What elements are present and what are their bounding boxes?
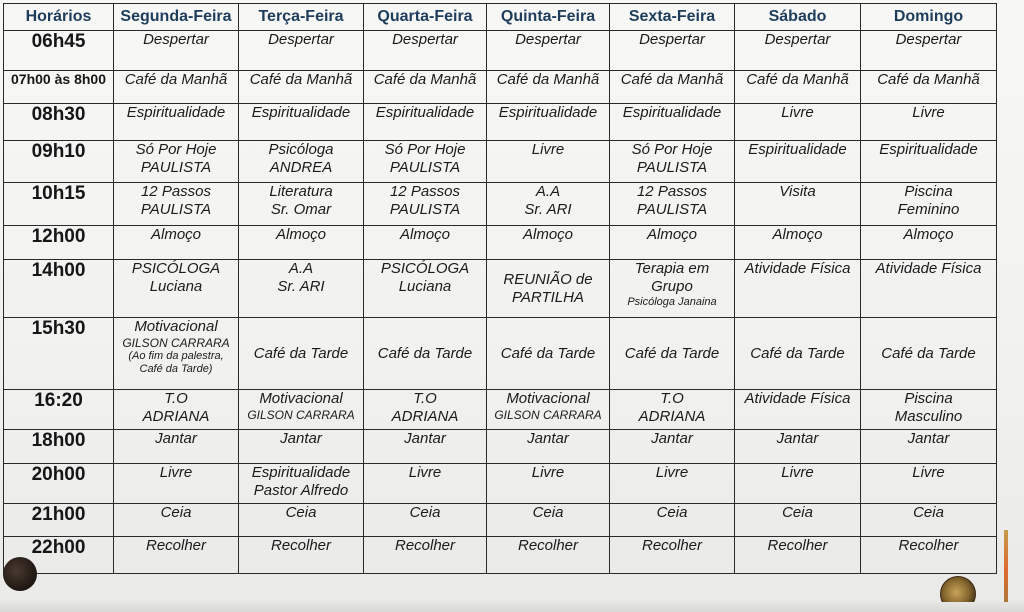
- activity-line: PARTILHA: [512, 288, 584, 306]
- activity-line: PAULISTA: [636, 201, 708, 218]
- activity-cell: [861, 141, 997, 183]
- activity-line: 12 Passos: [140, 183, 212, 200]
- activity-line: Café da Tarde: [500, 344, 596, 362]
- activity-line: Luciana: [398, 278, 452, 295]
- activity-line: Livre: [781, 104, 814, 121]
- activity-cell: [861, 31, 997, 71]
- activity-line: Piscina: [904, 183, 953, 200]
- activity-line: REUNIÃO de: [503, 270, 593, 288]
- activity-line: Almoço: [646, 226, 698, 243]
- coin-left: [3, 557, 37, 591]
- activity-line: Café da Tarde: [750, 344, 845, 362]
- activity-line: Café da Manhã: [877, 71, 980, 88]
- activity-cell: [610, 318, 735, 390]
- activity-line: Recolher: [767, 537, 828, 554]
- activity-line: Café da Manhã: [249, 71, 353, 88]
- activity-cell: [239, 537, 364, 574]
- activity-cell: [364, 464, 487, 504]
- activity-line: Jantar: [527, 430, 569, 447]
- time-cell: 20h00: [4, 464, 114, 504]
- activity-line: Sr. ARI: [524, 201, 572, 218]
- activity-line: Livre: [159, 464, 193, 481]
- activity-cell: [735, 71, 861, 104]
- activity-cell: [861, 504, 997, 537]
- activity-line: Ceia: [532, 504, 564, 521]
- time-cell: 18h00: [4, 430, 114, 464]
- activity-cell: [114, 318, 239, 390]
- activity-cell: [364, 226, 487, 260]
- activity-line: GILSON CARRARA: [247, 408, 355, 422]
- activity-cell: [610, 104, 735, 141]
- activity-cell: [610, 537, 735, 574]
- activity-cell: [610, 31, 735, 71]
- activity-cell: [364, 537, 487, 574]
- activity-line: ANDREA: [269, 159, 333, 176]
- activity-cell: [735, 31, 861, 71]
- activity-cell: [114, 141, 239, 183]
- activity-line: PAULISTA: [636, 159, 708, 176]
- activity-cell: [114, 226, 239, 260]
- activity-cell: [239, 390, 364, 430]
- activity-line: Espiritualidade: [879, 141, 978, 158]
- activity-line: PAULISTA: [389, 159, 461, 176]
- activity-line: Almoço: [399, 226, 451, 243]
- activity-line: Almoço: [522, 226, 574, 243]
- activity-cell: [610, 504, 735, 537]
- activity-cell: [364, 31, 487, 71]
- schedule-row: [4, 31, 997, 71]
- activity-line: Grupo: [651, 278, 693, 295]
- activity-line: Atividade Física: [744, 260, 851, 277]
- activity-line: Espiritualidade: [748, 141, 847, 158]
- activity-line: PAULISTA: [389, 201, 461, 218]
- activity-line: Espiritualidade: [126, 104, 226, 121]
- activity-cell: [239, 318, 364, 390]
- activity-cell: [735, 260, 861, 318]
- activity-line: Café da Manhã: [124, 71, 228, 88]
- time-cell: 09h10: [4, 141, 114, 183]
- activity-line: T.O: [413, 390, 437, 407]
- activity-cell: [239, 260, 364, 318]
- activity-line: Só Por Hoje: [384, 141, 466, 158]
- activity-cell: [861, 183, 997, 226]
- time-cell: 21h00: [4, 504, 114, 537]
- activity-cell: [239, 104, 364, 141]
- time-cell: 06h45: [4, 31, 114, 71]
- activity-line: Café da Tarde: [253, 344, 349, 362]
- activity-line: 12 Passos: [636, 183, 708, 200]
- activity-cell: [735, 390, 861, 430]
- activity-cell: [364, 430, 487, 464]
- activity-cell: [487, 537, 610, 574]
- activity-line: Livre: [655, 464, 689, 481]
- activity-cell: [114, 183, 239, 226]
- activity-cell: [239, 504, 364, 537]
- activity-line: Ceia: [160, 504, 192, 521]
- schedule-row: [4, 226, 997, 260]
- activity-cell: [239, 141, 364, 183]
- activity-cell: [861, 464, 997, 504]
- activity-line: Motivacional: [506, 390, 590, 407]
- activity-line: Despertar: [764, 31, 831, 48]
- activity-cell: [487, 183, 610, 226]
- activity-line: Almoço: [903, 226, 954, 243]
- time-cell: 12h00: [4, 226, 114, 260]
- activity-cell: [735, 504, 861, 537]
- schedule-row: [4, 318, 997, 390]
- activity-line: ADRIANA: [391, 408, 459, 425]
- activity-line: Livre: [408, 464, 442, 481]
- activity-line: Motivacional: [134, 318, 218, 335]
- activity-line: 12 Passos: [389, 183, 461, 200]
- time-cell: 14h00: [4, 260, 114, 318]
- activity-line: Despertar: [639, 31, 705, 48]
- activity-line: Café da Manhã: [746, 71, 849, 88]
- header-cell: Quinta-Feira: [487, 4, 610, 31]
- activity-line: PAULISTA: [140, 201, 212, 218]
- schedule-row: [4, 183, 997, 226]
- activity-cell: [114, 71, 239, 104]
- schedule-row: [4, 141, 997, 183]
- activity-cell: [735, 226, 861, 260]
- activity-cell: [239, 430, 364, 464]
- header-row: [4, 4, 997, 31]
- activity-line: Ceia: [409, 504, 441, 521]
- activity-line: Ceia: [913, 504, 944, 521]
- activity-line: Jantar: [651, 430, 693, 447]
- activity-line: PSICÓLOGA: [380, 260, 470, 277]
- activity-cell: [610, 260, 735, 318]
- time-cell: 15h30: [4, 318, 114, 390]
- activity-cell: [735, 104, 861, 141]
- header-cell: Sexta-Feira: [610, 4, 735, 31]
- activity-cell: [364, 141, 487, 183]
- activity-cell: [114, 260, 239, 318]
- header-cell: Segunda-Feira: [114, 4, 239, 31]
- activity-cell: [239, 464, 364, 504]
- activity-line: Livre: [781, 464, 814, 481]
- header-cell: Horários: [4, 4, 114, 31]
- activity-cell: [861, 318, 997, 390]
- activity-line: Café da Tarde: [377, 344, 473, 362]
- activity-line: Literatura: [269, 183, 333, 200]
- schedule-row: [4, 504, 997, 537]
- activity-line: PAULISTA: [140, 159, 212, 176]
- header-cell: Domingo: [861, 4, 997, 31]
- schedule-row: [4, 537, 997, 574]
- activity-cell: [114, 464, 239, 504]
- activity-cell: [239, 71, 364, 104]
- schedule-row: [4, 464, 997, 504]
- activity-cell: [487, 390, 610, 430]
- activity-line: A.A: [535, 183, 561, 200]
- activity-cell: [114, 104, 239, 141]
- header-cell: Quarta-Feira: [364, 4, 487, 31]
- activity-line: Café da Tarde: [624, 344, 720, 362]
- activity-line: Pastor Alfredo: [253, 482, 349, 499]
- activity-line: Ceia: [782, 504, 813, 521]
- schedule-row: [4, 430, 997, 464]
- activity-line: Atividade Física: [875, 260, 982, 277]
- activity-cell: [114, 537, 239, 574]
- activity-line: A.A: [288, 260, 314, 277]
- activity-line: Livre: [912, 104, 945, 121]
- activity-cell: [364, 260, 487, 318]
- activity-line: (Ao fim da palestra,: [128, 350, 224, 362]
- activity-line: Recolher: [641, 537, 703, 554]
- activity-line: Recolher: [517, 537, 579, 554]
- activity-cell: [861, 260, 997, 318]
- activity-line: Feminino: [897, 201, 960, 218]
- activity-line: Livre: [531, 141, 565, 158]
- activity-line: GILSON CARRARA: [122, 336, 230, 350]
- activity-cell: [610, 183, 735, 226]
- activity-cell: [487, 260, 610, 318]
- activity-cell: [364, 318, 487, 390]
- activity-cell: [610, 141, 735, 183]
- activity-line: Ceia: [285, 504, 317, 521]
- schedule-row: [4, 390, 997, 430]
- activity-cell: [610, 464, 735, 504]
- activity-line: Café da Manhã: [620, 71, 724, 88]
- activity-line: Psicóloga: [268, 141, 334, 158]
- activity-line: Jantar: [155, 430, 197, 447]
- activity-cell: [610, 390, 735, 430]
- activity-line: Despertar: [515, 31, 581, 48]
- activity-cell: [364, 504, 487, 537]
- schedule-body: [4, 31, 997, 574]
- activity-cell: [487, 141, 610, 183]
- activity-cell: [735, 141, 861, 183]
- activity-line: Sr. Omar: [270, 201, 332, 218]
- time-cell: 08h30: [4, 104, 114, 141]
- activity-line: Jantar: [404, 430, 446, 447]
- activity-cell: [861, 71, 997, 104]
- activity-cell: [610, 71, 735, 104]
- activity-line: Almoço: [275, 226, 327, 243]
- activity-cell: [364, 71, 487, 104]
- activity-line: Terapia em: [634, 260, 710, 277]
- activity-line: Espiritualidade: [375, 104, 475, 121]
- activity-line: Almoço: [772, 226, 823, 243]
- activity-line: Espiritualidade: [622, 104, 722, 121]
- activity-cell: [239, 31, 364, 71]
- activity-line: Só Por Hoje: [135, 141, 217, 158]
- activity-cell: [735, 318, 861, 390]
- activity-line: Recolher: [394, 537, 456, 554]
- activity-cell: [487, 430, 610, 464]
- activity-cell: [364, 104, 487, 141]
- activity-cell: [735, 430, 861, 464]
- activity-line: Motivacional: [259, 390, 343, 407]
- activity-cell: [487, 504, 610, 537]
- activity-line: Atividade Física: [744, 390, 851, 407]
- activity-line: Jantar: [907, 430, 950, 447]
- activity-line: Despertar: [268, 31, 334, 48]
- activity-cell: [487, 226, 610, 260]
- activity-cell: [861, 390, 997, 430]
- activity-cell: [114, 504, 239, 537]
- activity-cell: [610, 430, 735, 464]
- activity-line: Psicóloga Janaina: [627, 296, 717, 308]
- activity-line: Recolher: [270, 537, 332, 554]
- activity-cell: [239, 183, 364, 226]
- activity-line: ADRIANA: [638, 408, 706, 425]
- activity-line: Ceia: [656, 504, 688, 521]
- activity-line: Recolher: [145, 537, 207, 554]
- activity-line: Jantar: [776, 430, 819, 447]
- activity-cell: [861, 430, 997, 464]
- activity-line: GILSON CARRARA: [494, 408, 602, 422]
- activity-line: Só Por Hoje: [631, 141, 713, 158]
- activity-line: Visita: [779, 183, 816, 200]
- activity-line: Luciana: [149, 278, 203, 295]
- activity-line: Espiritualidade: [498, 104, 598, 121]
- activity-cell: [114, 390, 239, 430]
- activity-line: Sr. ARI: [277, 278, 325, 295]
- schedule-row: [4, 260, 997, 318]
- activity-line: Café da Tarde: [881, 344, 976, 362]
- time-cell: 22h00: [4, 537, 114, 574]
- activity-line: Espiritualidade: [251, 464, 351, 481]
- activity-cell: [487, 31, 610, 71]
- paper-bottom-edge: [0, 602, 1024, 612]
- activity-cell: [114, 31, 239, 71]
- time-cell: 16:20: [4, 390, 114, 430]
- header-cell: Sábado: [735, 4, 861, 31]
- time-cell: 07h00 às 8h00: [4, 71, 114, 104]
- activity-cell: [861, 104, 997, 141]
- activity-line: Recolher: [898, 537, 959, 554]
- time-cell: 10h15: [4, 183, 114, 226]
- activity-line: T.O: [660, 390, 684, 407]
- activity-line: Livre: [531, 464, 565, 481]
- activity-cell: [487, 104, 610, 141]
- activity-cell: [364, 183, 487, 226]
- header-cell: Terça-Feira: [239, 4, 364, 31]
- schedule-row: [4, 104, 997, 141]
- activity-cell: [364, 390, 487, 430]
- activity-line: Jantar: [280, 430, 322, 447]
- activity-line: PSICÓLOGA: [131, 260, 221, 277]
- activity-cell: [861, 226, 997, 260]
- edge-stain: [1004, 530, 1008, 610]
- activity-line: Piscina: [904, 390, 953, 407]
- activity-cell: [114, 430, 239, 464]
- activity-line: Despertar: [143, 31, 209, 48]
- activity-cell: [487, 318, 610, 390]
- activity-line: Despertar: [392, 31, 458, 48]
- activity-cell: [735, 464, 861, 504]
- activity-line: Café da Manhã: [496, 71, 600, 88]
- activity-line: Despertar: [895, 31, 962, 48]
- activity-cell: [861, 537, 997, 574]
- activity-line: ADRIANA: [142, 408, 210, 425]
- activity-line: T.O: [164, 390, 188, 407]
- activity-line: Café da Tarde): [139, 363, 213, 375]
- activity-line: Café da Manhã: [373, 71, 477, 88]
- activity-cell: [239, 226, 364, 260]
- activity-line: Almoço: [150, 226, 202, 243]
- schedule-row: [4, 71, 997, 104]
- weekly-schedule-table: [3, 3, 997, 574]
- activity-cell: [735, 183, 861, 226]
- activity-cell: [487, 71, 610, 104]
- activity-line: Livre: [912, 464, 945, 481]
- activity-cell: [487, 464, 610, 504]
- activity-cell: [610, 226, 735, 260]
- activity-line: Espiritualidade: [251, 104, 351, 121]
- activity-cell: [735, 537, 861, 574]
- activity-line: Masculino: [894, 408, 963, 425]
